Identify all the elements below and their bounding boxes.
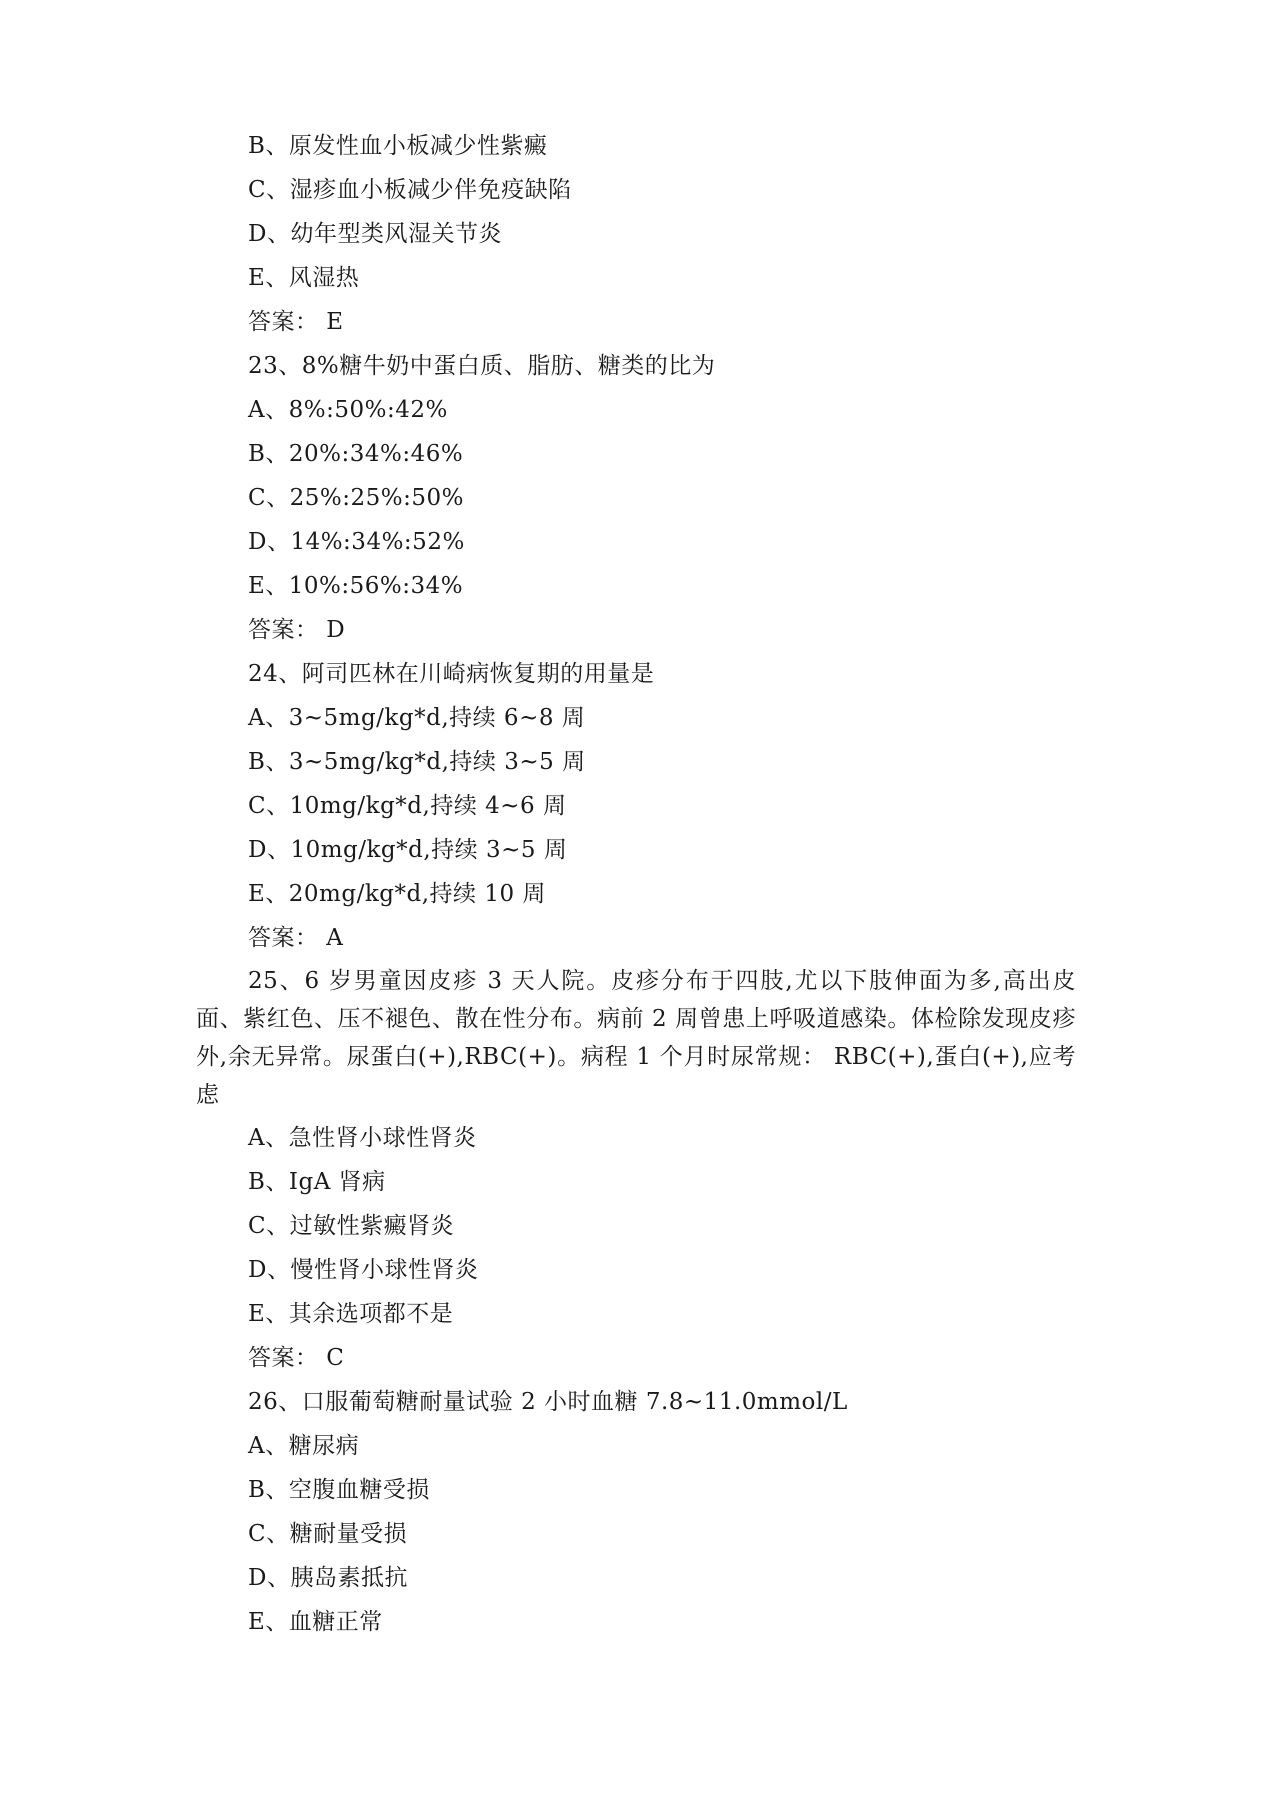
option-d-q24: D、10mg/kg*d,持续 3~5 周 — [248, 837, 568, 863]
option-c-q22: C、湿疹血小板减少伴免疫缺陷 — [248, 177, 572, 203]
option-e-q23: E、10%:56%:34% — [248, 573, 464, 599]
option-c-q24: C、10mg/kg*d,持续 4~6 周 — [248, 793, 567, 819]
option-b-q23: B、20%:34%:46% — [248, 441, 464, 467]
question-26: 26、口服葡萄糖耐量试验 2 小时血糖 7.8~11.0mmol/L — [248, 1389, 848, 1415]
option-c-q26: C、糖耐量受损 — [248, 1521, 408, 1547]
option-d-q23: D、14%:34%:52% — [248, 529, 465, 555]
document-content — [196, 124, 1076, 1644]
option-e-q24: E、20mg/kg*d,持续 10 周 — [248, 881, 546, 907]
option-a-q24: A、3~5mg/kg*d,持续 6~8 周 — [248, 705, 586, 731]
option-c-q23: C、25%:25%:50% — [248, 485, 464, 511]
option-e-q25: E、其余选项都不是 — [248, 1301, 454, 1327]
answer-q22: 答案： E — [248, 309, 344, 335]
option-a-q26: A、糖尿病 — [248, 1433, 360, 1459]
option-c-q25: C、过敏性紫癜肾炎 — [248, 1213, 455, 1239]
option-b-q22: B、原发性血小板减少性紫癜 — [248, 133, 548, 159]
answer-q24: 答案： A — [248, 925, 344, 951]
question-23: 23、8%糖牛奶中蛋白质、脂肪、糖类的比为 — [248, 353, 716, 379]
option-d-q26: D、胰岛素抵抗 — [248, 1565, 408, 1591]
option-b-q25: B、IgA 肾病 — [248, 1169, 386, 1195]
option-b-q26: B、空腹血糖受损 — [248, 1477, 430, 1503]
option-b-q24: B、3~5mg/kg*d,持续 3~5 周 — [248, 749, 586, 775]
option-a-q25: A、急性肾小球性肾炎 — [248, 1125, 477, 1151]
option-d-q22: D、幼年型类风湿关节炎 — [248, 221, 502, 247]
answer-q25: 答案： C — [248, 1345, 345, 1371]
option-e-q26: E、血糖正常 — [248, 1609, 383, 1635]
option-d-q25: D、慢性肾小球性肾炎 — [248, 1257, 479, 1283]
question-25: 25、6 岁男童因皮疹 3 天人院。皮疹分布于四肢,尤以下肢伸面为多,高出皮面、紫红色、压不褪色、散在性分布。病前 2 周曾患上呼吸道感染。体检除发现皮疹外,余无异常。尿蛋白(+),RBC(+)。病程 1 个月时尿常规： RBC(+),蛋白(+),应考虑 — [196, 968, 1076, 1108]
option-e-q22: E、风湿热 — [248, 265, 360, 291]
question-24: 24、阿司匹林在川崎病恢复期的用量是 — [248, 661, 655, 687]
answer-q23: 答案： D — [248, 617, 346, 643]
option-a-q23: A、8%:50%:42% — [248, 397, 448, 423]
